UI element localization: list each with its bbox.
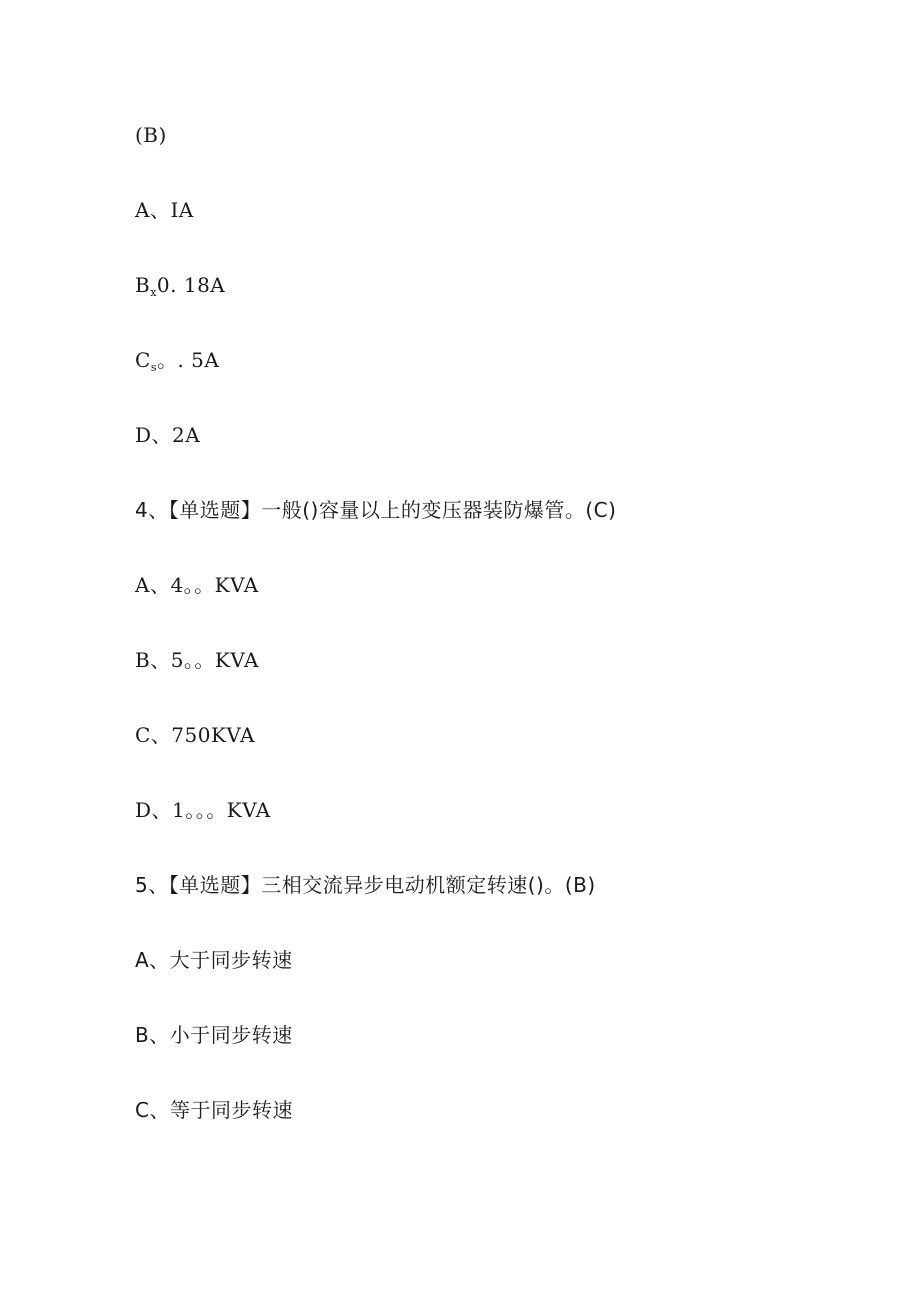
option-a-line: A、IA	[135, 198, 194, 222]
option-c-subscript: s	[150, 361, 157, 374]
q5-option-c: C、等于同步转速	[135, 1098, 293, 1122]
option-c-text: 。. 5A	[156, 348, 220, 372]
option-d-line: D、2A	[135, 423, 201, 447]
q4-option-d: D、1。。。KVA	[135, 798, 271, 822]
answer-key-line: (B)	[135, 123, 167, 147]
q4-option-a: A、4。。KVA	[135, 573, 259, 597]
q4-option-c: C、750KVA	[135, 723, 255, 747]
q4-option-b: B、5。。KVA	[135, 648, 259, 672]
question-4: 4、【单选题】一般()容量以上的变压器装防爆管。(C)	[135, 498, 617, 522]
q5-option-a: A、大于同步转速	[135, 948, 293, 972]
q5-option-b: B、小于同步转速	[135, 1023, 293, 1047]
option-c-letter: C	[135, 348, 151, 372]
option-b-line	[135, 271, 225, 307]
option-b-letter: B	[135, 273, 151, 297]
option-b-text: 0. 18A	[156, 273, 226, 297]
question-5: 5、【单选题】三相交流异步电动机额定转速()。(B)	[135, 873, 596, 897]
option-c-line	[135, 346, 219, 382]
option-b-subscript: x	[150, 286, 157, 299]
